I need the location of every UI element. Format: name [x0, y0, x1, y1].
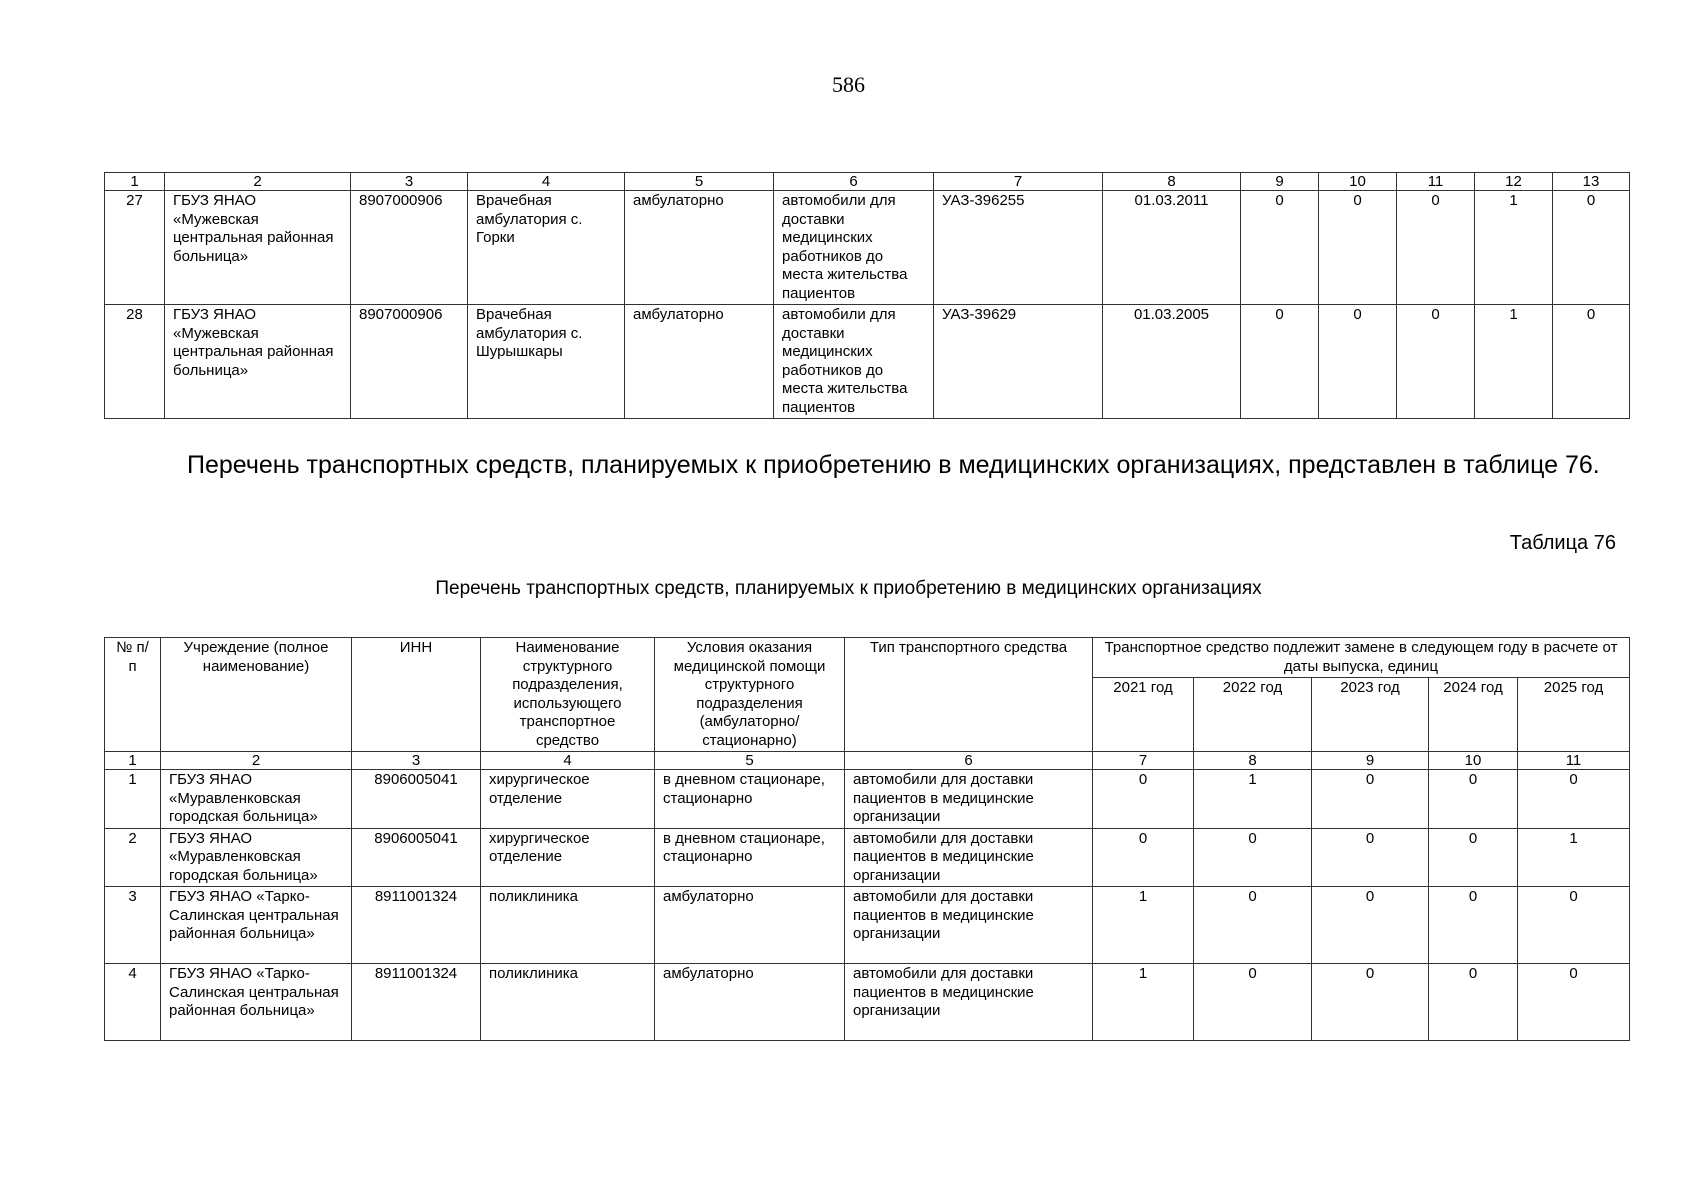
column-number: 4 — [481, 752, 655, 770]
value-cell: 0 — [1518, 964, 1630, 1041]
vehicle-type-cell: автомобили для доставки пациентов в медицинские организации — [845, 964, 1093, 1041]
inn-cell: 8911001324 — [352, 964, 481, 1041]
value-cell: 0 — [1194, 964, 1312, 1041]
header-row — [105, 638, 1630, 678]
header-inn: ИНН — [352, 638, 481, 752]
column-number: 7 — [934, 173, 1103, 191]
table-row — [105, 191, 1630, 305]
institution-cell: ГБУЗ ЯНАО «Тарко-Салинская центральная районная больница» — [161, 964, 352, 1041]
value-cell: 0 — [1319, 191, 1397, 305]
institution-cell: ГБУЗ ЯНАО «Муравленковская городская больница» — [161, 770, 352, 829]
column-number-row — [105, 173, 1630, 191]
value-cell: 1 — [1093, 964, 1194, 1041]
unit-cell: поликлиника — [481, 964, 655, 1041]
vehicle-type-cell: автомобили для доставки пациентов в медицинские организации — [845, 770, 1093, 829]
value-cell: 0 — [1518, 887, 1630, 964]
value-cell: 0 — [1312, 887, 1429, 964]
value-cell: 1 — [1475, 305, 1553, 419]
value-cell: 0 — [1429, 828, 1518, 887]
value-cell: 0 — [1312, 828, 1429, 887]
table-row — [105, 305, 1630, 419]
row-number: 2 — [105, 828, 161, 887]
column-number: 2 — [161, 752, 352, 770]
row-number: 28 — [105, 305, 165, 419]
value-cell: 0 — [1312, 964, 1429, 1041]
value-cell: 0 — [1093, 770, 1194, 829]
value-cell: 1 — [1475, 191, 1553, 305]
vehicle-model-cell: УАЗ-39629 — [934, 305, 1103, 419]
institution-cell: ГБУЗ ЯНАО «Муравленковская городская больница» — [161, 828, 352, 887]
table-caption: Перечень транспортных средств, планируемых к приобретению в медицинских организациях — [435, 578, 1262, 599]
value-cell: 0 — [1241, 305, 1319, 419]
vehicle-type-cell: автомобили для доставки пациентов в медицинские организации — [845, 887, 1093, 964]
row-number: 27 — [105, 191, 165, 305]
value-cell: 0 — [1312, 770, 1429, 829]
value-cell: 1 — [1518, 828, 1630, 887]
value-cell: 0 — [1553, 305, 1630, 419]
column-number: 6 — [845, 752, 1093, 770]
column-number: 7 — [1093, 752, 1194, 770]
conditions-cell: амбулаторно — [625, 305, 774, 419]
unit-cell: Врачебная амбулатория с. Горки — [468, 191, 625, 305]
unit-cell: хирургическое отделение — [481, 828, 655, 887]
column-number: 3 — [352, 752, 481, 770]
value-cell: 0 — [1518, 770, 1630, 829]
value-cell: 0 — [1194, 828, 1312, 887]
column-number: 6 — [774, 173, 934, 191]
value-cell: 0 — [1397, 191, 1475, 305]
conditions-cell: амбулаторно — [655, 887, 845, 964]
value-cell: 0 — [1319, 305, 1397, 419]
value-cell: 0 — [1429, 770, 1518, 829]
column-number: 10 — [1429, 752, 1518, 770]
header-vehicle-type: Тип транспортного средства — [845, 638, 1093, 752]
conditions-cell: амбулаторно — [655, 964, 845, 1041]
table-76-header — [104, 637, 1630, 752]
inn-cell: 8906005041 — [352, 770, 481, 829]
inn-cell: 8907000906 — [351, 191, 468, 305]
table-row — [105, 770, 1630, 829]
header-year: 2022 год — [1194, 678, 1312, 752]
vehicle-type-cell: автомобили для доставки пациентов в медицинские организации — [845, 828, 1093, 887]
column-number-row — [105, 752, 1630, 770]
date-cell: 01.03.2005 — [1103, 305, 1241, 419]
header-num: № п/п — [105, 638, 161, 752]
table-76-body — [104, 751, 1630, 1041]
institution-cell: ГБУЗ ЯНАО «Мужевская центральная районная больница» — [165, 305, 351, 419]
inn-cell: 8906005041 — [352, 828, 481, 887]
unit-cell: поликлиника — [481, 887, 655, 964]
header-conditions: Условия оказания медицинской помощи структурного подразделения (амбулаторно/ стационарно) — [655, 638, 845, 752]
conditions-cell: в дневном стационаре, стационарно — [655, 770, 845, 829]
page-number: 586 — [832, 72, 865, 97]
header-year: 2023 год — [1312, 678, 1429, 752]
column-number: 4 — [468, 173, 625, 191]
column-number: 8 — [1194, 752, 1312, 770]
header-unit: Наименование структурного подразделения, использующего транспортное средство — [481, 638, 655, 752]
institution-cell: ГБУЗ ЯНАО «Мужевская центральная районная больница» — [165, 191, 351, 305]
header-year: 2024 год — [1429, 678, 1518, 752]
unit-cell: Врачебная амбулатория с. Шурышкары — [468, 305, 625, 419]
column-number: 5 — [625, 173, 774, 191]
column-number: 8 — [1103, 173, 1241, 191]
value-cell: 0 — [1241, 191, 1319, 305]
column-number: 11 — [1397, 173, 1475, 191]
column-number: 9 — [1241, 173, 1319, 191]
body-paragraph: Перечень транспортных средств, планируемых к приобретению в медицинских организациях, представлен в таблице 76. — [187, 451, 1600, 479]
column-number: 2 — [165, 173, 351, 191]
vehicles-table-continued — [104, 172, 1630, 419]
value-cell: 0 — [1397, 305, 1475, 419]
row-number: 4 — [105, 964, 161, 1041]
vehicle-model-cell: УАЗ-396255 — [934, 191, 1103, 305]
row-number: 1 — [105, 770, 161, 829]
column-number: 11 — [1518, 752, 1630, 770]
value-cell: 1 — [1194, 770, 1312, 829]
value-cell: 1 — [1093, 887, 1194, 964]
table-row — [105, 964, 1630, 1041]
column-number: 1 — [105, 752, 161, 770]
date-cell: 01.03.2011 — [1103, 191, 1241, 305]
vehicle-type-cell: автомобили для доставки медицинских работников до места жительства пациентов — [774, 191, 934, 305]
inn-cell: 8907000906 — [351, 305, 468, 419]
column-number: 9 — [1312, 752, 1429, 770]
inn-cell: 8911001324 — [352, 887, 481, 964]
value-cell: 0 — [1194, 887, 1312, 964]
header-year: 2021 год — [1093, 678, 1194, 752]
header-institution: Учреждение (полное наименование) — [161, 638, 352, 752]
value-cell: 0 — [1093, 828, 1194, 887]
vehicle-type-cell: автомобили для доставки медицинских работников до места жительства пациентов — [774, 305, 934, 419]
value-cell: 0 — [1429, 887, 1518, 964]
column-number: 5 — [655, 752, 845, 770]
column-number: 10 — [1319, 173, 1397, 191]
row-number: 3 — [105, 887, 161, 964]
table-row — [105, 828, 1630, 887]
column-number: 12 — [1475, 173, 1553, 191]
conditions-cell: амбулаторно — [625, 191, 774, 305]
value-cell: 0 — [1553, 191, 1630, 305]
value-cell: 0 — [1429, 964, 1518, 1041]
header-replacement: Транспортное средство подлежит замене в следующем году в расчете от даты выпуска, единиц — [1093, 638, 1630, 678]
conditions-cell: в дневном стационаре, стационарно — [655, 828, 845, 887]
institution-cell: ГБУЗ ЯНАО «Тарко-Салинская центральная районная больница» — [161, 887, 352, 964]
table-row — [105, 887, 1630, 964]
unit-cell: хирургическое отделение — [481, 770, 655, 829]
column-number: 3 — [351, 173, 468, 191]
column-number: 1 — [105, 173, 165, 191]
column-number: 13 — [1553, 173, 1630, 191]
table-label: Таблица 76 — [1509, 532, 1616, 554]
header-year: 2025 год — [1518, 678, 1630, 752]
